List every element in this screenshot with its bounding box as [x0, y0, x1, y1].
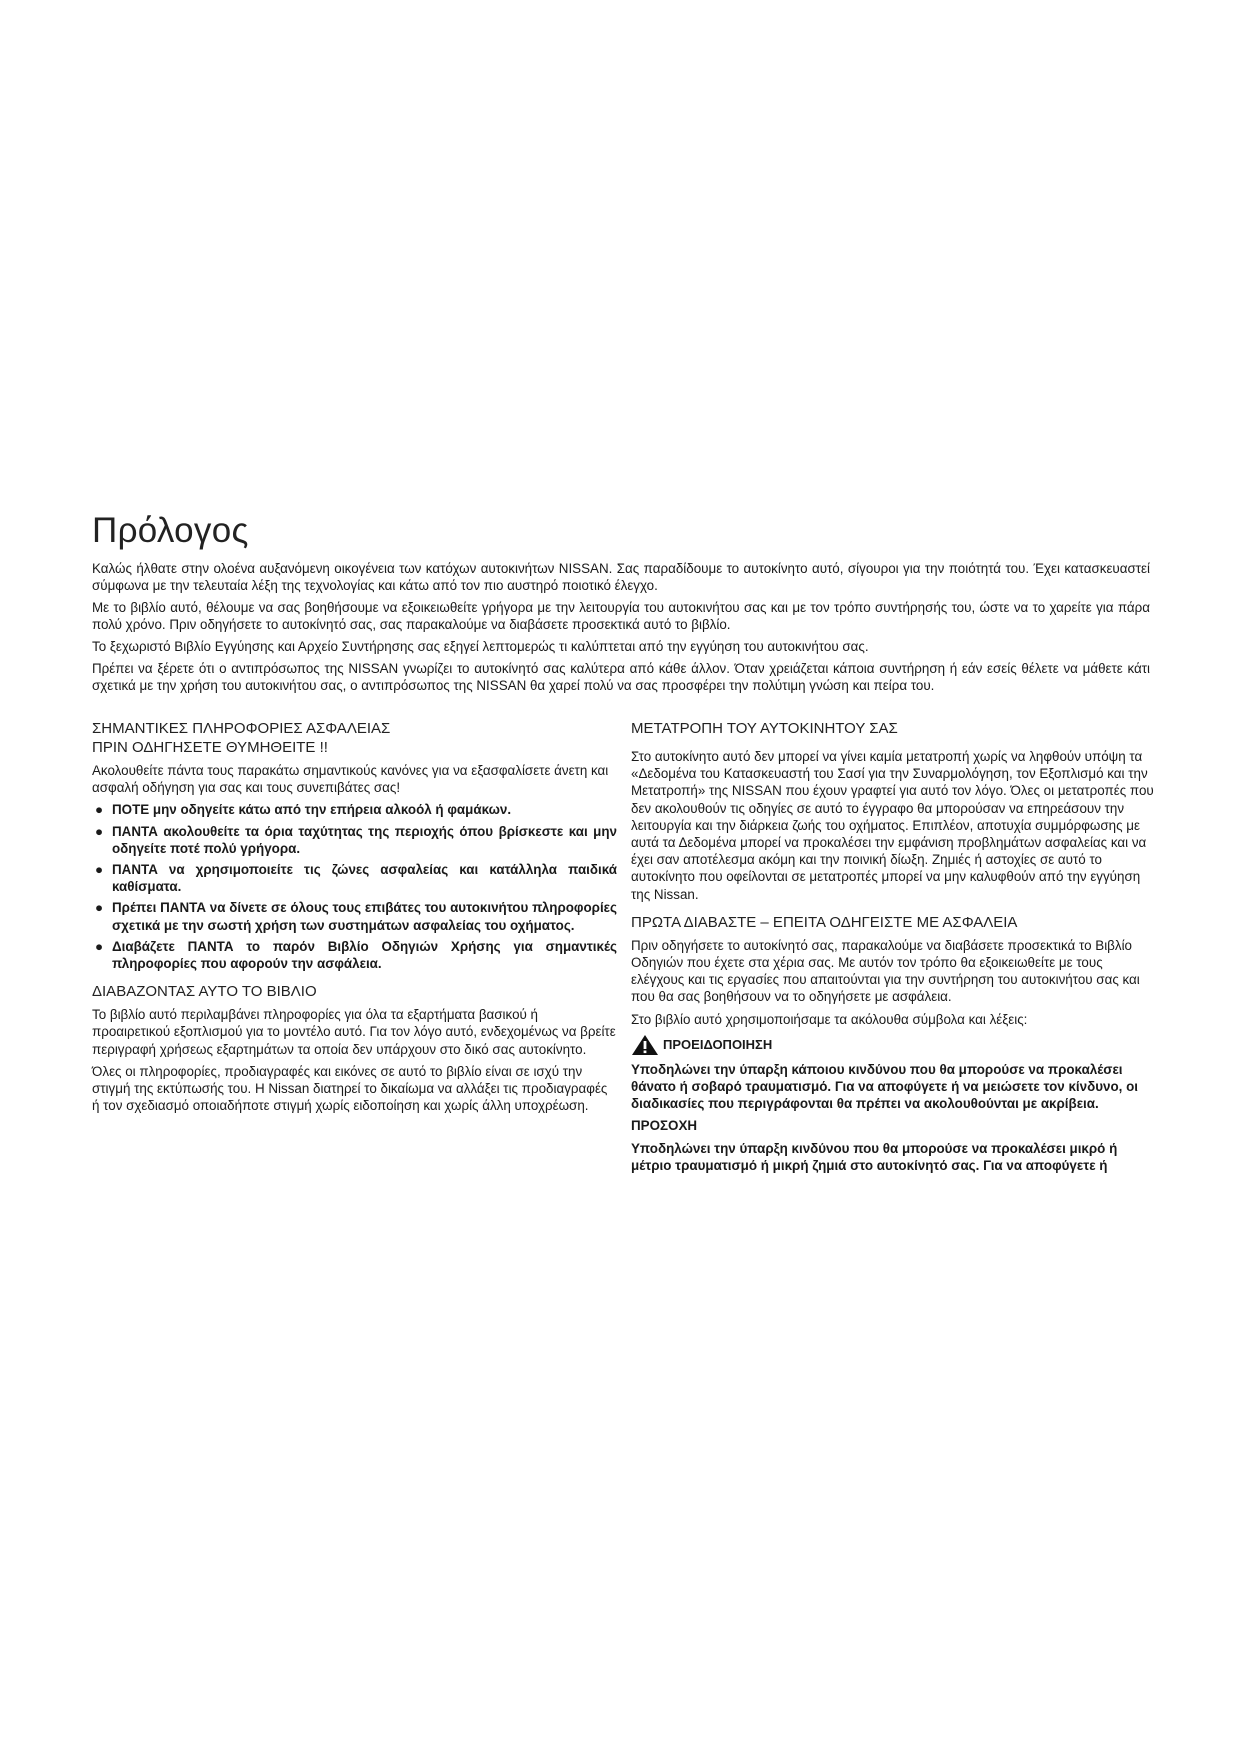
warning-triangle-icon — [631, 1034, 659, 1056]
right-column — [631, 719, 1154, 1179]
safety-rule — [92, 801, 617, 818]
bullet-icon: ● — [95, 938, 104, 954]
reading-paragraph: Το βιβλίο αυτό περιλαμβάνει πληροφορίες για όλα τα εξαρτήματα βασικού ή προαιρετικού εξοπλισμού για το μοντέλο αυτό. Για τον λόγο αυτό, ενδεχομένως να βρείτε περιγραφή χρήσεως εξαρτημάτων τα οποία δεν υπάρχουν στο δικό σας αυτοκίνητο. — [92, 1007, 616, 1057]
intro-section — [92, 560, 1150, 699]
safety-rule-text: ΠΑΝΤΑ ακολουθείτε τα όρια ταχύτητας της περιοχής όπου βρίσκεστε και μην οδηγείτε ποτέ πολύ γρήγορα. — [112, 823, 617, 856]
bullet-icon: ● — [95, 900, 104, 916]
safety-heading-line1: ΣΗΜΑΝΤΙΚΕΣ ΠΛΗΡΟΦΟΡΙΕΣ ΑΣΦΑΛΕΙΑΣ — [92, 720, 391, 737]
safety-rule-text: ΠΟΤΕ μην οδηγείτε κάτω από την επήρεια αλκοόλ ή φαμάκων. — [112, 802, 512, 818]
safety-heading-line2: ΠΡΙΝ ΟΔΗΓΗΣΕΤΕ ΘΥΜΗΘΕΙΤΕ !! — [92, 739, 328, 756]
intro-paragraph: Με το βιβλίο αυτό, θέλουμε να σας βοηθήσουμε να εξοικειωθείτε γρήγορα με την λειτουργία του αυτοκινήτου σας και με τον τρόπο συντήρησής του, ώστε να το χαρείτε για πάρα πολύ χρόνο. Πριν οδηγήσετε το αυτοκίνητό σας, σας παρακαλούμε να διαβάσετε προσεκτικά αυτό το βιβλίο. — [92, 600, 1150, 632]
safety-rule-text: Διαβάζετε ΠΑΝΤΑ το παρόν Βιβλίο Οδηγιών Χρήσης για σημαντικές πληροφορίες που αφορούν την ασφάλεια. — [112, 938, 617, 972]
warning-heading — [631, 1034, 1154, 1056]
bullet-icon: ● — [95, 823, 104, 839]
left-column — [92, 719, 617, 1119]
safety-rule-text: ΠΑΝΤΑ να χρησιμοποιείτε τις ζώνες ασφαλείας και κατάλληλα παιδικά καθίσματα. — [112, 862, 617, 895]
warning-text: Υποδηλώνει την ύπαρξη κάποιου κινδύνου που θα μπορούσε να προκαλέσει θάνατο ή σοβαρό τραυματισμό. Για να αποφύγετε ή να μειώσετε τον κίνδυνο, οι διαδικασίες που περιγράφονται θα πρέπει να ακολουθούνται με ακρίβεια. — [631, 1061, 1138, 1112]
modification-text: Στο αυτοκίνητο αυτό δεν μπορεί να γίνει καμία μετατροπή χωρίς να ληφθούν υπόψη τα «Δεδομένα του Κατασκευαστή του Σασί για την Συναρμολόγηση, τον Εξοπλισμό και την Μετατροπή» της NISSAN που έχουν γραφτεί για αυτό τον λόγο. Όλες οι μετατροπές που δεν ακολουθούν τις οδηγίες σε αυτό το έγγραφο θα μπορούσαν να επηρεάσουν την λειτουργία και την διάρκεια ζωής του οχήματος. Επιπλέον, αποτυχία συμμόρφωσης με αυτά τα Δεδομένα μπορεί να προκαλέσει την εμφάνιση προβλημάτων ασφαλείας και να έχει σαν αποτέλεσμα ακόμη και την ποινική δίωξη. Ζημιές ή αστοχίες σε αυτό το αυτοκίνητο που οφείλονται σε μετατροπές μπορεί να μην καλυφθούν από την εγγύηση της Nissan. — [631, 749, 1154, 902]
caution-text: Υποδηλώνει την ύπαρξη κινδύνου που θα μπορούσε να προκαλέσει μικρό ή μέτριο τραυματισμό ή μικρή ζημιά στο αυτοκίνητό σας. Για να αποφύγετε ή — [631, 1140, 1118, 1173]
safety-rule — [92, 823, 617, 857]
bullet-icon: ● — [95, 802, 104, 818]
modification-heading: ΜΕΤΑΤΡΟΠΗ ΤΟΥ ΑΥΤΟΚΙΝΗΤΟΥ ΣΑΣ — [631, 720, 898, 737]
intro-paragraph: Πρέπει να ξέρετε ότι ο αντιπρόσωπος της NISSAN γνωρίζει το αυτοκίνητό σας καλύτερα από κάθε άλλον. Όταν χρειάζεται κάποια συντήρηση ή εάν εσείς θέλετε να μάθετε κάτι σχετικά με την χρήση του αυτοκινήτου σας, ο αντιπρόσωπος της NISSAN θα χαρεί πολύ να σας προσφέρει την πολύτιμη γνώση και πείρα του. — [92, 661, 1150, 693]
intro-paragraph: Καλώς ήλθατε στην ολοένα αυξανόμενη οικογένεια των κατόχων αυτοκινήτων NISSAN. Σας παραδίδουμε το αυτοκίνητο αυτό, σίγουροι για την ποιότητά του. Έχει κατασκευαστεί σύμφωνα με την τελευταία λέξη της τεχνολογίας και κάτω από τον πιο αυστηρό ποιοτικό έλεγχο. — [92, 561, 1150, 593]
safety-rule — [92, 861, 617, 895]
first-read-heading: ΠΡΩΤΑ ΔΙΑΒΑΣΤΕ – ΕΠΕΙΤΑ ΟΔΗΓΕΙΣΤΕ ΜΕ ΑΣΦΑΛΕΙΑ — [631, 913, 1018, 931]
safety-rule — [92, 938, 617, 972]
first-read-paragraph: Πριν οδηγήσετε το αυτοκίνητό σας, παρακαλούμε να διαβάσετε προσεκτικά το Βιβλίο Οδηγιών που έχετε στα χέρια σας. Με αυτόν τον τρόπο θα εξοικειωθείτε με τους ελέγχους και τις εργασίες που απαιτούνται για την συντήρηση του αυτοκινήτου σας και που θα σας βοηθήσουν να το οδηγήσετε με ασφάλεια. — [631, 937, 1140, 1005]
intro-paragraph: Το ξεχωριστό Βιβλίο Εγγύησης και Αρχείο Συντήρησης σας εξηγεί λεπτομερώς τι καλύπτεται από την εγγύηση του αυτοκινήτου σας. — [92, 639, 869, 654]
safety-heading — [92, 719, 617, 757]
first-read-paragraph: Στο βιβλίο αυτό χρησιμοποιήσαμε τα ακόλουθα σύμβολα και λέξεις: — [631, 1011, 1028, 1027]
reading-paragraph: Όλες οι πληροφορίες, προδιαγραφές και εικόνες σε αυτό το βιβλίο είναι σε ισχύ την στιγμή της εκτύπωσής του. Η Nissan διατηρεί το δικαίωμα να αλλάξει τις προδιαγραφές ή τον σχεδιασμό οποιαδήποτε στιγμή χωρίς ειδοποίηση και χωρίς άλλη υποχρέωση. — [92, 1063, 608, 1114]
caution-label: ΠΡΟΣΟΧΗ — [631, 1118, 698, 1134]
safety-rule — [92, 899, 617, 933]
safety-lead: Ακολουθείτε πάντα τους παρακάτω σημαντικούς κανόνες για να εξασφαλίσετε άνετη και ασφαλή οδήγηση για σας και τους συνεπιβάτες σας! — [92, 763, 609, 796]
page-title: Πρόλογος — [92, 511, 249, 550]
reading-heading: ΔΙΑΒΑΖΟΝΤΑΣ ΑΥΤΟ ΤΟ ΒΙΒΛΙΟ — [92, 983, 317, 1001]
warning-label: ΠΡΟΕΙΔΟΠΟΙΗΣΗ — [663, 1037, 773, 1053]
safety-rule-text: Πρέπει ΠΑΝΤΑ να δίνετε σε όλους τους επιβάτες του αυτοκινήτου πληροφορίες σχετικά με την σωστή χρήση των συστημάτων ασφαλείας του οχήματος. — [112, 900, 617, 933]
bullet-icon: ● — [95, 862, 104, 878]
safety-rules-list — [92, 801, 617, 972]
